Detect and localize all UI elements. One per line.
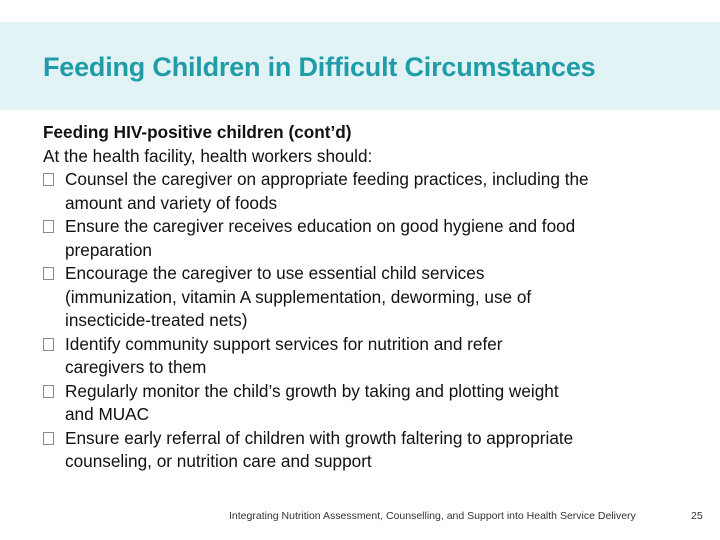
intro-text: At the health facility, health workers should: [43, 145, 373, 166]
bullet-item [43, 262, 703, 333]
subheading: Feeding HIV-positive children (cont’d) [43, 122, 352, 142]
bullet-item [43, 215, 703, 262]
checkbox-bullet-icon [43, 267, 54, 280]
checkbox-bullet-icon [43, 173, 54, 186]
bullet-line: counseling, or nutrition care and support [65, 451, 372, 471]
checkbox-bullet-icon [43, 432, 54, 445]
bullet-line: insecticide-treated nets) [65, 310, 248, 330]
bullet-line: and MUAC [65, 404, 150, 424]
bullet-item [43, 427, 703, 474]
bullet-line: Counsel the caregiver on appropriate feeding practices, including the [65, 169, 589, 189]
slide-title: Feeding Children in Difficult Circumstances [43, 52, 596, 82]
footer-text: Integrating Nutrition Assessment, Counselling, and Support into Health Service Delivery [229, 510, 636, 522]
slide-body [43, 121, 703, 474]
bullet-line: Regularly monitor the child’s growth by taking and plotting weight [65, 380, 559, 401]
bullet-item [43, 380, 703, 427]
bullet-line: Ensure early referral of children with growth faltering to appropriate [65, 427, 574, 448]
page-number: 25 [691, 510, 703, 522]
checkbox-bullet-icon [43, 338, 54, 351]
bullet-item [43, 333, 703, 380]
bullet-line: Encourage the caregiver to use essential child services [65, 263, 485, 283]
bullet-line: Ensure the caregiver receives education on good hygiene and food [65, 216, 576, 236]
bullet-line: Identify community support services for nutrition and refer [65, 333, 503, 354]
bullet-item [43, 168, 703, 215]
bullet-line: (immunization, vitamin A supplementation, deworming, use of [65, 286, 532, 307]
bullet-line: caregivers to them [65, 357, 207, 377]
bullet-line: amount and variety of foods [65, 192, 278, 213]
checkbox-bullet-icon [43, 220, 54, 233]
bullet-line: preparation [65, 239, 152, 260]
checkbox-bullet-icon [43, 385, 54, 398]
